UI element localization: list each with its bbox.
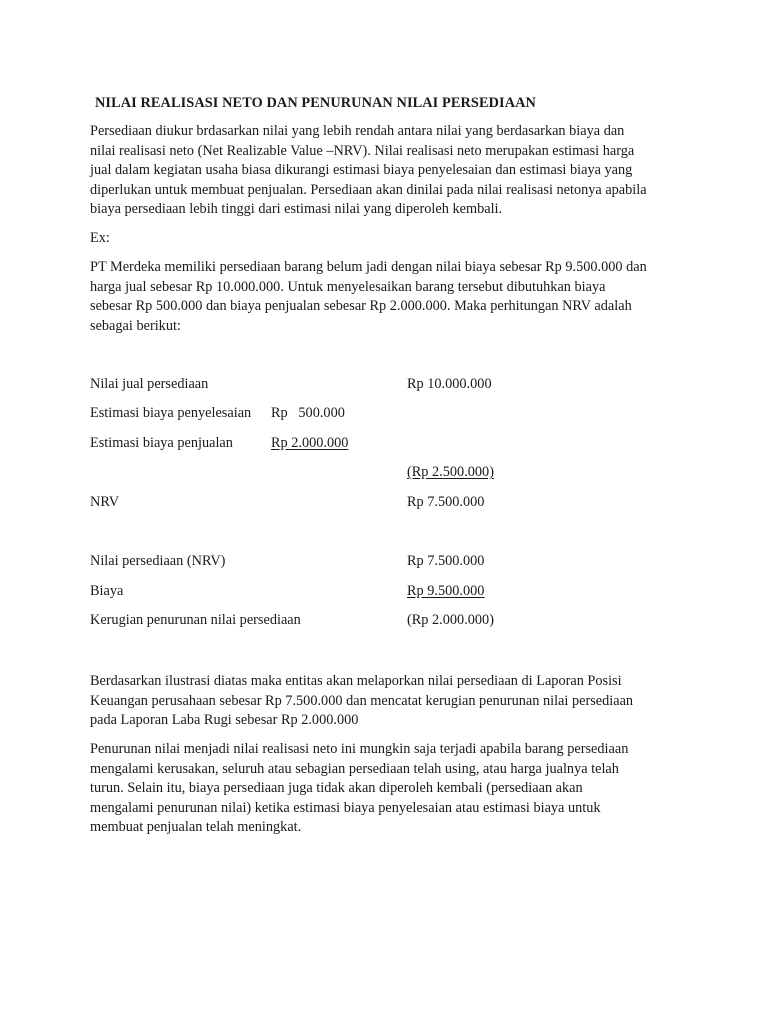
- conclusion-line: Berdasarkan ilustrasi diatas maka entitas akan melaporkan nilai persediaan di Laporan Posisi: [90, 673, 622, 689]
- intro-line: Persediaan diukur brdasarkan nilai yang lebih rendah antara nilai yang berdasarkan biaya dan: [90, 123, 625, 139]
- cost-label: Biaya: [90, 583, 124, 599]
- closing-paragraph: [90, 740, 690, 838]
- example-paragraph: [90, 258, 690, 336]
- completion-value: Rp 500.000: [271, 405, 345, 421]
- conclusion-paragraph: [90, 672, 690, 731]
- completion-label: Estimasi biaya penyelesaian: [90, 405, 252, 421]
- conclusion-line: pada Laporan Laba Rugi sebesar Rp 2.000.000: [90, 712, 359, 729]
- intro-paragraph: [90, 122, 690, 220]
- closing-line: Penurunan nilai menjadi nilai realisasi neto ini mungkin saja terjadi apabila barang persediaan: [90, 741, 629, 757]
- closing-line: membuat penjualan telah meningkat.: [90, 819, 302, 836]
- selling-value: Rp 2.000.000: [271, 435, 349, 451]
- total-deduction-value: (Rp 2.500.000): [407, 464, 494, 480]
- closing-line: turun. Selain itu, biaya persediaan juga tidak akan diperoleh kembali (persediaan akan: [90, 780, 583, 797]
- closing-line: mengalami penurunan nilai) ketika estimasi biaya penyelesaian atau estimasi biaya untuk: [90, 799, 601, 816]
- example-line: sebagai berikut:: [90, 317, 181, 334]
- sales-value: Rp 10.000.000: [407, 376, 492, 392]
- cost-value: Rp 9.500.000: [407, 583, 485, 599]
- nrv-label: NRV: [90, 494, 120, 510]
- intro-line: jual dalam kegiatan usaha biasa dikurangi estimasi biaya penyelesaian dan estimasi biaya yang: [90, 162, 633, 179]
- example-line: PT Merdeka memiliki persediaan barang belum jadi dengan nilai biaya sebesar Rp 9.500.000 dan: [90, 259, 647, 275]
- inventory-nrv-value: Rp 7.500.000: [407, 553, 485, 569]
- document-title: NILAI REALISASI NETO DAN PENURUNAN NILAI PERSEDIAAN: [95, 95, 536, 111]
- loss-label: Kerugian penurunan nilai persediaan: [90, 612, 301, 628]
- closing-line: mengalami kerusakan, seluruh atau sebagian persediaan telah using, atau harga jualnya telah: [90, 760, 619, 777]
- nrv-value: Rp 7.500.000: [407, 494, 485, 510]
- ex-label-text: Ex:: [90, 230, 110, 246]
- intro-line: nilai realisasi neto (Net Realizable Value –NRV). Nilai realisasi neto merupakan estimasi harga: [90, 142, 635, 159]
- example-line: sebesar Rp 500.000 dan biaya penjualan sebesar Rp 2.000.000. Maka perhitungan NRV adalah: [90, 298, 632, 315]
- selling-label: Estimasi biaya penjualan: [90, 435, 233, 451]
- intro-line: diperlukan untuk membuat penjualan. Persediaan akan dinilai pada nilai realisasi netonya apabila: [90, 181, 647, 198]
- example-line: harga jual sebesar Rp 10.000.000. Untuk menyelesaikan barang tersebut dibutuhkan biaya: [90, 278, 606, 295]
- conclusion-line: Keuangan perusahaan sebesar Rp 7.500.000 dan mencatat kerugian penurunan nilai persediaan: [90, 692, 634, 709]
- inventory-nrv-label: Nilai persediaan (NRV): [90, 553, 226, 569]
- intro-line: biaya persediaan lebih tinggi dari estimasi nilai yang diperoleh kembali.: [90, 201, 503, 218]
- sales-label: Nilai jual persediaan: [90, 376, 209, 392]
- loss-value: (Rp 2.000.000): [407, 612, 494, 628]
- ex-label: [90, 229, 690, 249]
